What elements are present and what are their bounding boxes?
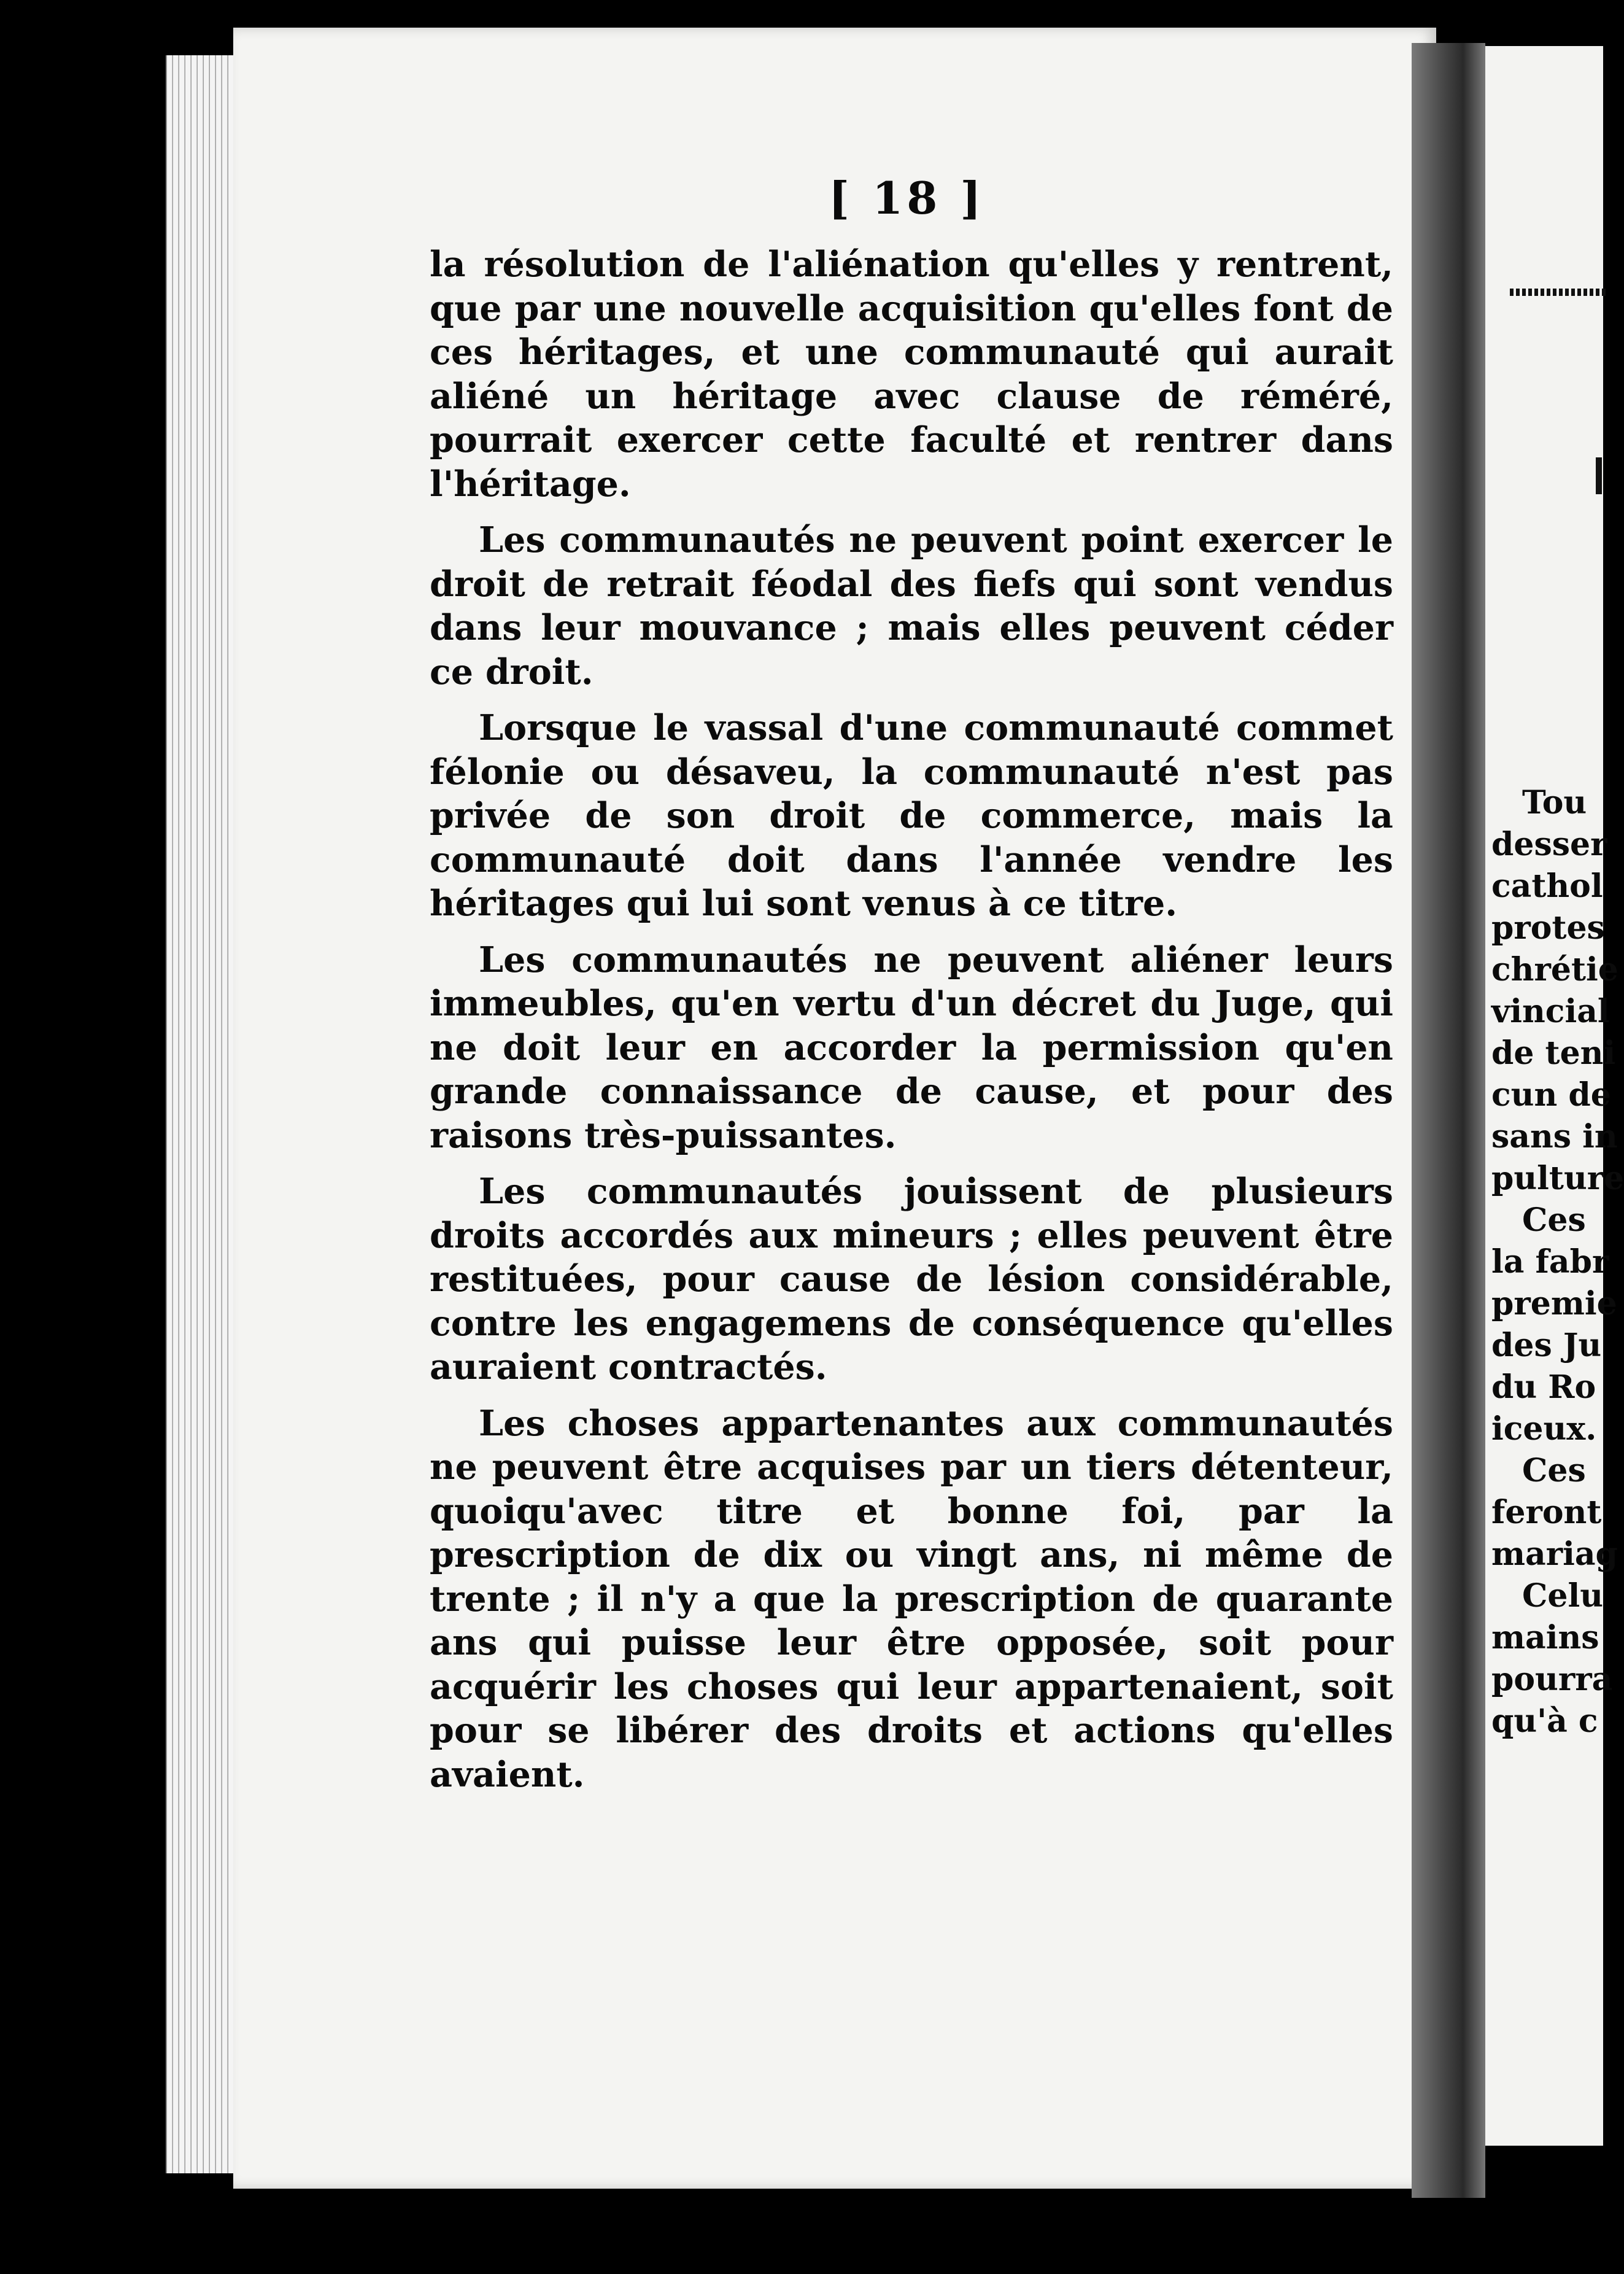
right-line: cathol bbox=[1491, 867, 1603, 905]
paragraph: Lorsque le vassal d'une communauté commet félonie ou désaveu, la communauté n'est pas privée de son droit de commerce, mais la communauté doit dans l'année vendre les héritages qui lui sont venus à ce titre. bbox=[430, 707, 1393, 924]
right-line: des Ju bbox=[1491, 1327, 1602, 1364]
right-line: pulture bbox=[1491, 1160, 1624, 1197]
right-line: la fabr bbox=[1491, 1243, 1609, 1281]
right-line: desser bbox=[1491, 826, 1607, 863]
right-line: vincial bbox=[1491, 993, 1610, 1030]
right-line: du Ro bbox=[1491, 1368, 1596, 1406]
right-line: mains bbox=[1491, 1619, 1599, 1656]
page-number: [ 18 ] bbox=[829, 172, 985, 224]
right-page bbox=[1485, 46, 1624, 2146]
decorative-rule bbox=[1510, 289, 1608, 296]
book-gutter bbox=[1412, 43, 1485, 2198]
right-line: cun de bbox=[1491, 1076, 1611, 1114]
right-line: protes bbox=[1491, 909, 1605, 947]
right-line: mariag bbox=[1491, 1535, 1618, 1573]
right-line: iceux. bbox=[1491, 1410, 1597, 1448]
right-line: chrétie bbox=[1491, 951, 1618, 988]
right-line: de teni bbox=[1491, 1034, 1616, 1072]
right-line: sans in bbox=[1491, 1118, 1618, 1155]
right-line: Ces bbox=[1522, 1201, 1586, 1239]
right-line: Ces bbox=[1522, 1452, 1586, 1489]
page-edges bbox=[166, 55, 241, 2173]
paragraph: Les choses appartenantes aux communautés ne peuvent être acquises par un tiers détenteur, quoiqu'avec titre et bonne foi, par la prescription de dix ou vingt ans, ni même de trente ; il n'y a que la prescription de quarante ans qui puisse leur être opposée, soit pour acquérir les choses qui leur appartenaient, soit pour se libérer des droits et actions qu'elles avaient. bbox=[430, 1402, 1393, 1795]
right-line: pourra bbox=[1491, 1661, 1613, 1698]
right-line: Celu bbox=[1522, 1577, 1604, 1615]
right-line: feront bbox=[1491, 1494, 1602, 1531]
paragraph: Les communautés ne peuvent point exercer le droit de retrait féodal des fiefs qui sont vendus dans leur mouvance ; mais elles peuvent céder ce droit. bbox=[430, 519, 1393, 693]
paragraph: la résolution de l'aliénation qu'elles y rentrent, que par une nouvelle acquisition qu'elles font de ces héritages, et une communauté qui aurait aliéné un héritage avec clause de réméré, pourrait exercer cette faculté et rentrer dans l'héritage. bbox=[430, 244, 1393, 505]
margin-mark bbox=[1596, 457, 1602, 494]
paragraph: Les communautés ne peuvent aliéner leurs immeubles, qu'en vertu d'un décret du Juge, qui ne doit leur en accorder la permission qu'en grande connaissance de cause, et pour des raisons très-puissantes. bbox=[430, 939, 1393, 1156]
body-text bbox=[430, 243, 1393, 1796]
right-line: Tou bbox=[1522, 784, 1587, 821]
right-line: premie bbox=[1491, 1285, 1617, 1322]
right-line: qu'à c bbox=[1491, 1702, 1598, 1740]
paragraph: Les communautés jouissent de plusieurs droits accordés aux mineurs ; elles peuvent être restituées, pour cause de lésion considérable, contre les engagemens de conséquence qu'elles auraient contractés. bbox=[430, 1171, 1393, 1387]
